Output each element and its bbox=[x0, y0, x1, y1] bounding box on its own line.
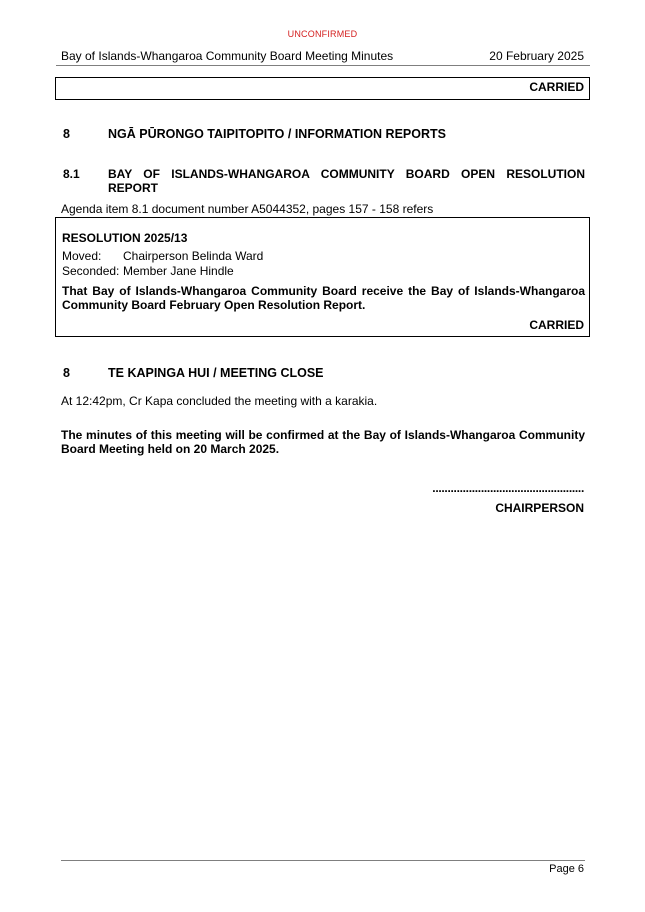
item-number: 8.1 bbox=[63, 167, 80, 181]
agenda-reference: Agenda item 8.1 document number A5044352, pages 157 - 158 refers bbox=[61, 202, 434, 216]
footer-divider bbox=[61, 860, 585, 861]
resolution-text: That Bay of Islands-Whangaroa Community Board receive the Bay of Islands-Whangaroa Community Board February Open Resolution Report. bbox=[62, 284, 585, 312]
header-date: 20 February 2025 bbox=[489, 49, 584, 63]
resolution-outcome: CARRIED bbox=[529, 318, 584, 332]
unconfirmed-watermark: UNCONFIRMED bbox=[287, 29, 358, 39]
prior-resolution-box bbox=[55, 77, 590, 100]
resolution-box bbox=[55, 217, 590, 337]
prior-resolution-outcome: CARRIED bbox=[529, 80, 584, 94]
header-divider bbox=[56, 65, 590, 66]
moved-value: Chairperson Belinda Ward bbox=[123, 249, 264, 263]
meeting-close-text: At 12:42pm, Cr Kapa concluded the meeting with a karakia. bbox=[61, 394, 378, 408]
signature-line: .................................................. bbox=[432, 481, 584, 495]
section-number: 8 bbox=[63, 127, 70, 141]
page-number: Page 6 bbox=[549, 863, 584, 875]
item-title: BAY OF ISLANDS-WHANGAROA COMMUNITY BOARD OPEN RESOLUTION REPORT bbox=[108, 167, 585, 195]
confirmation-text: The minutes of this meeting will be confirmed at the Bay of Islands-Whangaroa Community Board Meeting held on 20 March 2025. bbox=[61, 428, 585, 456]
seconded-label: Seconded: bbox=[62, 264, 120, 278]
section-title: NGĀ PŪRONGO TAIPITOPITO / INFORMATION REPORTS bbox=[108, 127, 446, 141]
seconded-line bbox=[62, 264, 234, 278]
resolution-label: RESOLUTION 2025/13 bbox=[62, 231, 188, 245]
header-title: Bay of Islands-Whangaroa Community Board Meeting Minutes bbox=[61, 49, 394, 63]
section-number: 8 bbox=[63, 366, 70, 380]
section-title: TE KAPINGA HUI / MEETING CLOSE bbox=[108, 366, 324, 380]
moved-line bbox=[62, 249, 264, 263]
signature-label: CHAIRPERSON bbox=[495, 501, 584, 515]
seconded-value: Member Jane Hindle bbox=[123, 264, 234, 278]
moved-label: Moved: bbox=[62, 249, 102, 263]
